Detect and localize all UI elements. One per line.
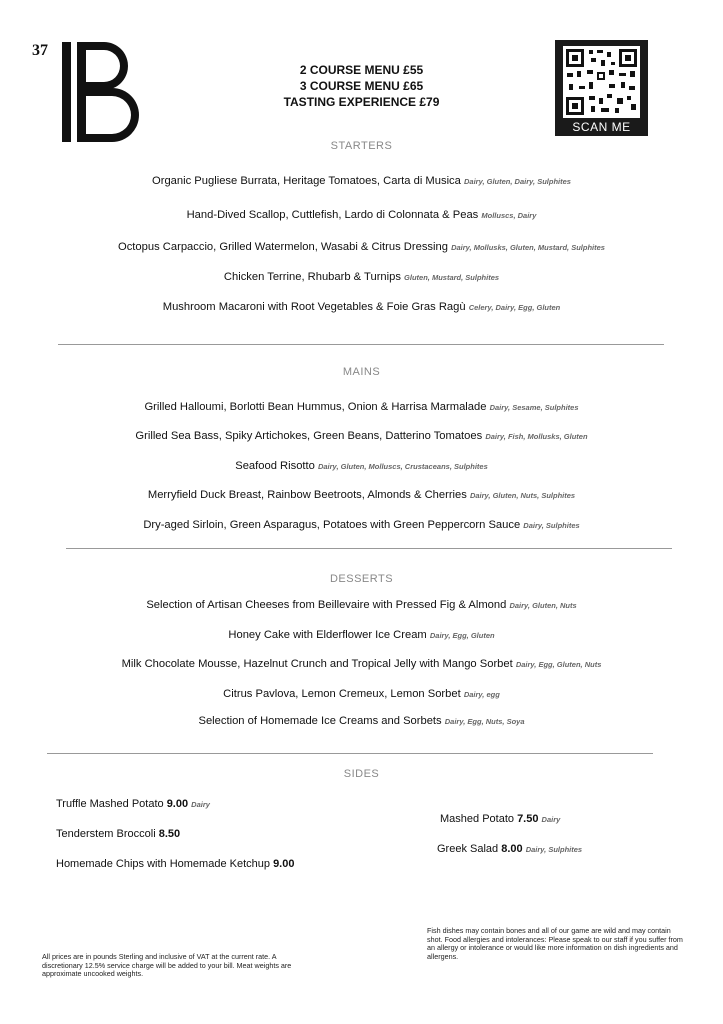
page-number: 37 [32, 42, 48, 59]
dish-name: Organic Pugliese Burrata, Heritage Tomatoes, Carta di Musica [152, 175, 461, 187]
dish-allergens: Dairy, Egg, Gluten [429, 631, 495, 640]
menu-item [0, 175, 723, 187]
dish-name: Grilled Sea Bass, Spiky Artichokes, Green Beans, Datterino Tomatoes [135, 430, 483, 442]
menu-item [0, 658, 723, 670]
dish-allergens: Dairy, Egg, Gluten, Nuts [515, 660, 602, 669]
dish-name: Selection of Artisan Cheeses from Beillevaire with Pressed Fig & Almond [146, 599, 507, 611]
menu-item [0, 519, 723, 531]
side-item [440, 813, 560, 825]
dish-allergens: Dairy, Gluten, Nuts, Sulphites [469, 491, 576, 500]
dish-name: Milk Chocolate Mousse, Hazelnut Crunch and Tropical Jelly with Mango Sorbet [121, 658, 513, 670]
side-item [56, 828, 180, 840]
dish-name: Hand-Dived Scallop, Cuttlefish, Lardo di Colonnata & Peas [186, 209, 479, 221]
side-item [56, 798, 210, 810]
menu-item [0, 209, 723, 221]
menu-item [0, 688, 723, 700]
menu-item [0, 271, 723, 283]
allergy-note: Fish dishes may contain bones and all of our game are wild and may contain shot. Food allergies and intolerances: Please speak to our staff if you suffer from an allergy or intolerance or would like more information on dish ingredients and allergens. [427, 926, 683, 961]
dish-name: Mushroom Macaroni with Root Vegetables & Foie Gras Ragù [162, 301, 466, 313]
dish-name: Merryfield Duck Breast, Rainbow Beetroots, Almonds & Cherries [147, 489, 467, 501]
side-name: Truffle Mashed Potato [56, 798, 164, 810]
pricing-note: All prices are in pounds Sterling and inclusive of VAT at the current rate. A discretionary 12.5% service charge will be added to your bill. Meat weights are approximate uncooked weights. [42, 952, 292, 979]
dish-name: Honey Cake with Elderflower Ice Cream [228, 629, 427, 641]
dish-name: Chicken Terrine, Rhubarb & Turnips [223, 271, 401, 283]
section-title-desserts: DESSERTS [329, 573, 394, 585]
qr-pattern [563, 46, 640, 118]
qr-code[interactable] [555, 40, 648, 136]
menu-item [0, 489, 723, 501]
section-title-starters: STARTERS [330, 140, 393, 152]
menu-item [0, 301, 723, 313]
dish-allergens: Dairy, Gluten, Molluscs, Crustaceans, Sulphites [317, 462, 488, 471]
dish-allergens: Dairy, Mollusks, Gluten, Mustard, Sulphites [451, 243, 605, 252]
section-title-sides: SIDES [343, 768, 380, 780]
divider [58, 344, 664, 345]
divider [66, 548, 672, 549]
dish-allergens: Molluscs, Dairy [481, 211, 537, 220]
side-name: Tenderstem Broccoli [56, 828, 156, 840]
menu-item [0, 401, 723, 413]
side-item [56, 858, 294, 870]
side-allergens: Dairy, Sulphites [525, 845, 583, 854]
side-price: 8.00 [501, 843, 523, 855]
dish-allergens: Dairy, Fish, Mollusks, Gluten [485, 432, 588, 441]
menu-item [0, 599, 723, 611]
menu-item [0, 430, 723, 442]
scan-me-label: SCAN ME [572, 120, 631, 134]
dish-allergens: Dairy, Sesame, Sulphites [489, 403, 579, 412]
dish-allergens: Gluten, Mustard, Sulphites [404, 273, 500, 282]
side-name: Greek Salad [437, 843, 499, 855]
menu-item [0, 629, 723, 641]
divider [47, 753, 653, 754]
dish-name: Selection of Homemade Ice Creams and Sorbets [198, 715, 442, 727]
side-name: Mashed Potato [440, 813, 514, 825]
dish-allergens: Dairy, Sulphites [523, 521, 580, 530]
dish-name: Dry-aged Sirloin, Green Asparagus, Potatoes with Green Peppercorn Sauce [143, 519, 521, 531]
price-tasting: TASTING EXPERIENCE £79 [283, 95, 440, 109]
dish-allergens: Dairy, Gluten, Nuts [509, 601, 577, 610]
side-item [437, 843, 582, 855]
dish-allergens: Dairy, egg [463, 690, 500, 699]
side-allergens: Dairy [541, 815, 561, 824]
menu-item [0, 715, 723, 727]
side-name: Homemade Chips with Homemade Ketchup [56, 858, 270, 870]
side-price: 9.00 [166, 798, 189, 810]
menu-item [0, 241, 723, 253]
side-price: 7.50 [517, 813, 539, 825]
dish-allergens: Celery, Dairy, Egg, Gluten [468, 303, 561, 312]
price-two-course: 2 COURSE MENU £55 [299, 63, 424, 77]
side-price: 8.50 [158, 828, 181, 840]
menu-item [0, 460, 723, 472]
dish-name: Citrus Pavlova, Lemon Cremeux, Lemon Sorbet [223, 688, 461, 700]
dish-allergens: Dairy, Egg, Nuts, Soya [444, 717, 525, 726]
dish-name: Octopus Carpaccio, Grilled Watermelon, Wasabi & Citrus Dressing [118, 241, 448, 253]
dish-name: Seafood Risotto [235, 460, 315, 472]
side-allergens: Dairy [191, 800, 210, 809]
dish-name: Grilled Halloumi, Borlotti Bean Hummus, Onion & Harrisa Marmalade [144, 401, 487, 413]
section-title-mains: MAINS [342, 366, 381, 378]
dish-allergens: Dairy, Gluten, Dairy, Sulphites [463, 177, 571, 186]
price-three-course: 3 COURSE MENU £65 [299, 79, 424, 93]
side-price: 9.00 [273, 858, 295, 870]
